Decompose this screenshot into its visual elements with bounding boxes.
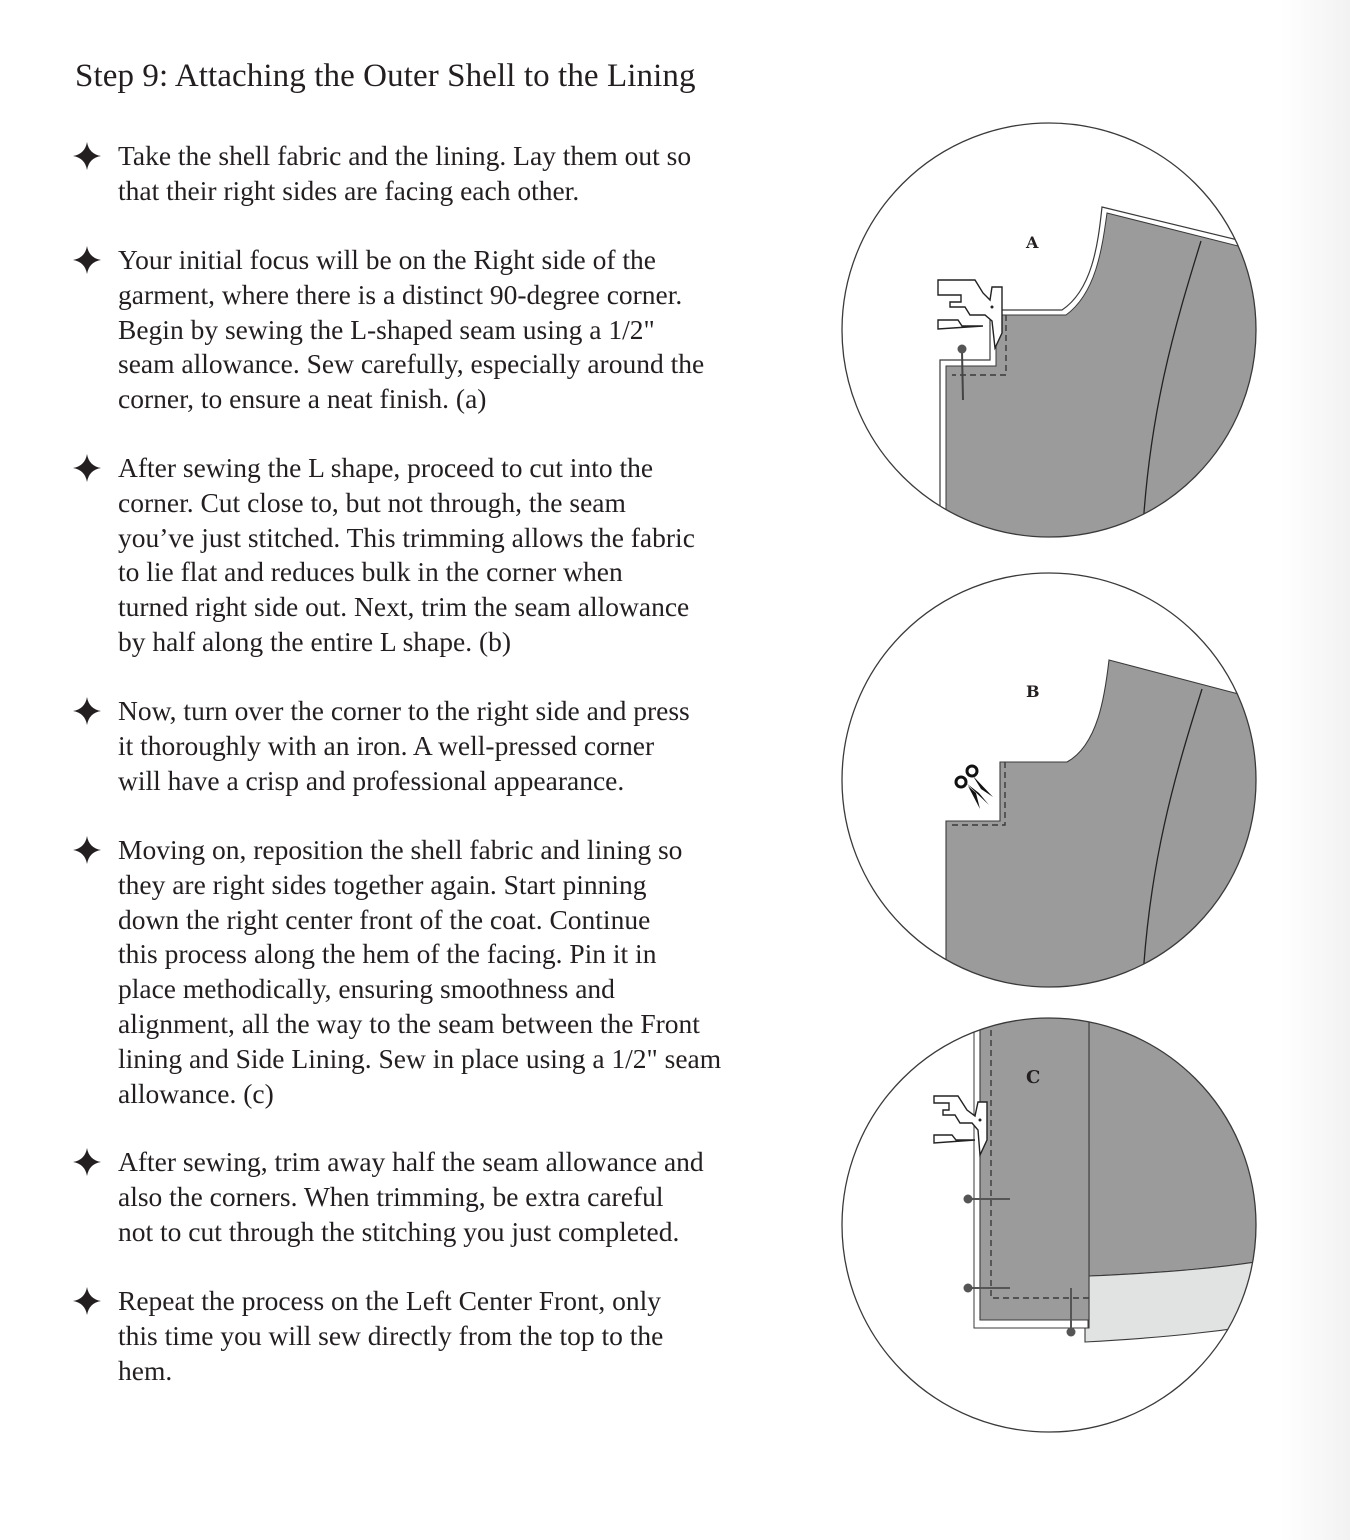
four-point-star-icon (70, 694, 104, 728)
four-point-star-icon (70, 139, 104, 173)
instruction-item (70, 1145, 790, 1249)
instruction-item (70, 694, 790, 798)
instruction-text: Your initial focus will be on the Right side of the garment, where there is a distinct 90-degree corner. Begin by sewing the L-shaped seam using a 1/2" seam allowance. Sew carefully, especially around the corner, to ensure a neat finish. (a) (118, 244, 705, 415)
four-point-star-icon (70, 1284, 104, 1318)
diagram-b-label: B (1026, 682, 1040, 701)
four-point-star-icon (70, 1145, 104, 1179)
instruction-text: After sewing, trim away half the seam allowance and also the corners. When trimming, be extra careful not to cut through the stitching you just completed. (118, 1146, 704, 1247)
instruction-item (70, 139, 790, 209)
instruction-item (70, 451, 790, 660)
instruction-text: Take the shell fabric and the lining. Lay them out so that their right sides are facing each other. (118, 140, 692, 206)
four-point-star-icon (70, 243, 104, 277)
instruction-text: Moving on, reposition the shell fabric and lining so they are right sides together again. Start pinning down the right center front of the coat. Continue this process along the hem of the facing. Pin it in place methodically, ensuring smoothness and alignment, all the way to the seam between the Front lining and Side Lining. Sew in place using a 1/2" seam allowance. (c) (118, 834, 722, 1109)
four-point-star-icon (70, 833, 104, 867)
diagram-c (830, 1010, 1270, 1440)
instruction-item (70, 1284, 790, 1388)
instruction-text: Now, turn over the corner to the right side and press it thoroughly with an iron. A well-pressed corner will have a crisp and professional appearance. (118, 695, 690, 796)
instruction-item (70, 243, 790, 417)
diagram-a (830, 115, 1270, 545)
diagram-a-label: A (1026, 233, 1039, 252)
page-edge-shadow (1280, 0, 1350, 1540)
diagram-c-label: C (1026, 1067, 1041, 1088)
instruction-text: Repeat the process on the Left Center Front, only this time you will sew directly from the top to the hem. (118, 1285, 664, 1386)
page-title: Step 9: Attaching the Outer Shell to the Lining (75, 58, 696, 94)
instruction-text: After sewing the L shape, proceed to cut into the corner. Cut close to, but not through, the seam you’ve just stitched. This trimming allows the fabric to lie flat and reduces bulk in the corner when turned right side out. Next, trim the seam allowance by half along the entire L shape. (b) (118, 452, 695, 657)
four-point-star-icon (70, 451, 104, 485)
diagram-b (830, 565, 1270, 995)
instruction-item (70, 833, 790, 1111)
